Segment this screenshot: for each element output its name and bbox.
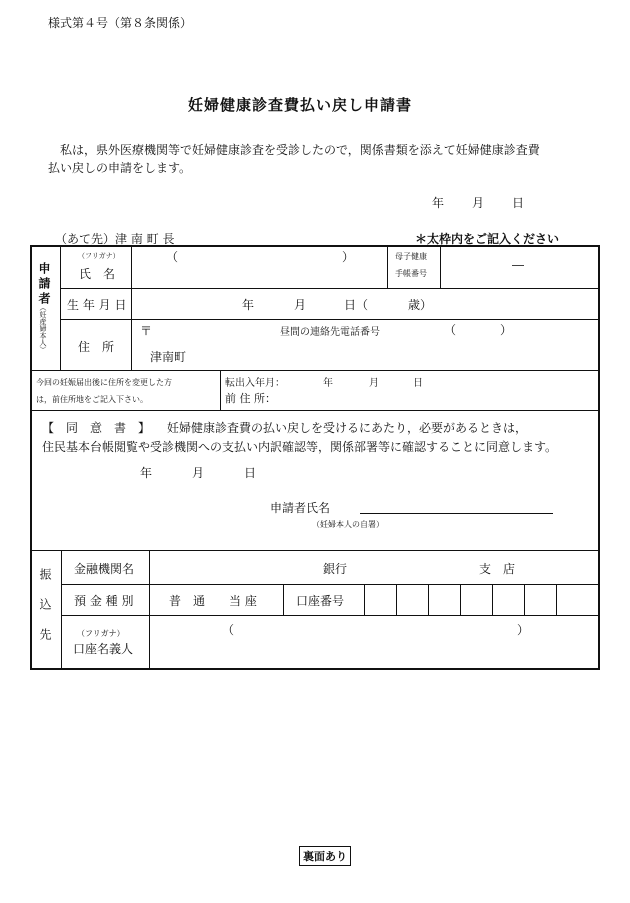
- intro-line-1: 私は，県外医療機関等で妊婦健康診査を受診したので，関係書類を添えて妊婦健康診査費: [60, 143, 540, 157]
- consent-line-2: 住民基本台帳閲覧や受診機関への支払い内訳確認等，関係部署等に確認することに同意します。: [42, 440, 558, 454]
- fill-note: ＊太枠内をご記入ください: [415, 232, 560, 246]
- account-digit-box[interactable]: [556, 584, 587, 615]
- boshi-value[interactable]: ―: [512, 258, 524, 272]
- prev-address-note-2: は，前住所地をご記入下さい。: [36, 395, 148, 404]
- bank-side-label: 振込先: [38, 568, 52, 658]
- town-name: 津南町: [150, 350, 187, 364]
- daytime-phone-label: 昼間の連絡先電話番号: [280, 327, 380, 338]
- birth-label: 生 年 月 日: [67, 298, 127, 312]
- holder-label: 口座名義人: [73, 642, 134, 656]
- branch-suffix: 支 店: [479, 562, 516, 576]
- name-paren-open: （: [166, 250, 179, 264]
- account-number-label: 口座番号: [296, 594, 345, 608]
- holder-paren-close: ）: [517, 623, 530, 637]
- bank-suffix: 銀行: [323, 562, 348, 576]
- phone-paren-close: ）: [500, 323, 513, 337]
- prev-address-note-1: 今回の妊娠届出後に住所を変更した方: [36, 378, 172, 387]
- account-digit-box[interactable]: [492, 584, 523, 615]
- holder-furigana: （フリガナ）: [77, 629, 125, 638]
- consent-month: 月: [192, 466, 205, 480]
- prev-address-label: 前 住 所：: [225, 392, 276, 405]
- account-digit-box[interactable]: [460, 584, 491, 615]
- form-title: 妊婦健康診査費払い戻し申請書: [188, 96, 413, 114]
- account-digit-box[interactable]: [524, 584, 555, 615]
- account-digit-box[interactable]: [428, 584, 459, 615]
- boshi-label-2: 手帳番号: [395, 269, 427, 278]
- holder-paren-open: （: [222, 623, 235, 637]
- boshi-label-1: 母子健康: [395, 252, 427, 261]
- applicant-side-label: 申請者: [37, 262, 51, 307]
- applicant-side-sub: （妊産婦本人）: [39, 304, 47, 353]
- birth-year: 年: [242, 298, 255, 312]
- birth-day: 日（: [344, 298, 369, 312]
- deposit-options[interactable]: 普 通 当 座: [169, 594, 257, 608]
- name-label: 氏 名: [79, 267, 116, 281]
- move-date-label: 転出入年月：: [225, 378, 285, 389]
- account-digit-box[interactable]: [364, 584, 395, 615]
- deposit-label: 預 金 種 別: [74, 594, 134, 608]
- signer-note: （妊婦本人の自署）: [312, 520, 384, 529]
- form-number: 様式第４号（第８条関係）: [48, 16, 193, 30]
- consent-heading: 【 同 意 書 】: [42, 421, 151, 435]
- move-year: 年: [323, 378, 333, 389]
- consent-year: 年: [140, 466, 153, 480]
- date-day: 日: [512, 196, 525, 210]
- move-day: 日: [413, 378, 423, 389]
- move-month: 月: [369, 378, 379, 389]
- date-month: 月: [472, 196, 485, 210]
- birth-month: 月: [294, 298, 307, 312]
- name-paren-close: ）: [342, 250, 355, 264]
- signer-label: 申請者氏名: [270, 501, 331, 515]
- back-side-badge: 裏面あり: [299, 846, 351, 866]
- consent-line-1: 妊婦健康診査費の払い戻しを受けるにあたり，必要があるときは，: [167, 421, 528, 435]
- postal-mark: 〒: [140, 324, 153, 338]
- consent-day: 日: [244, 466, 257, 480]
- institution-label: 金融機関名: [74, 562, 135, 576]
- address-label: 住 所: [78, 340, 115, 354]
- phone-paren-open: （: [444, 323, 457, 337]
- account-digit-box[interactable]: [396, 584, 427, 615]
- intro-line-2: 払い戻しの申請をします。: [48, 161, 192, 175]
- addressee: （あて先）津 南 町 長: [55, 232, 175, 246]
- signature-line[interactable]: [360, 513, 553, 514]
- date-year: 年: [432, 196, 445, 210]
- furigana-label: （フリガナ）: [78, 252, 120, 260]
- birth-age: 歳）: [408, 298, 433, 312]
